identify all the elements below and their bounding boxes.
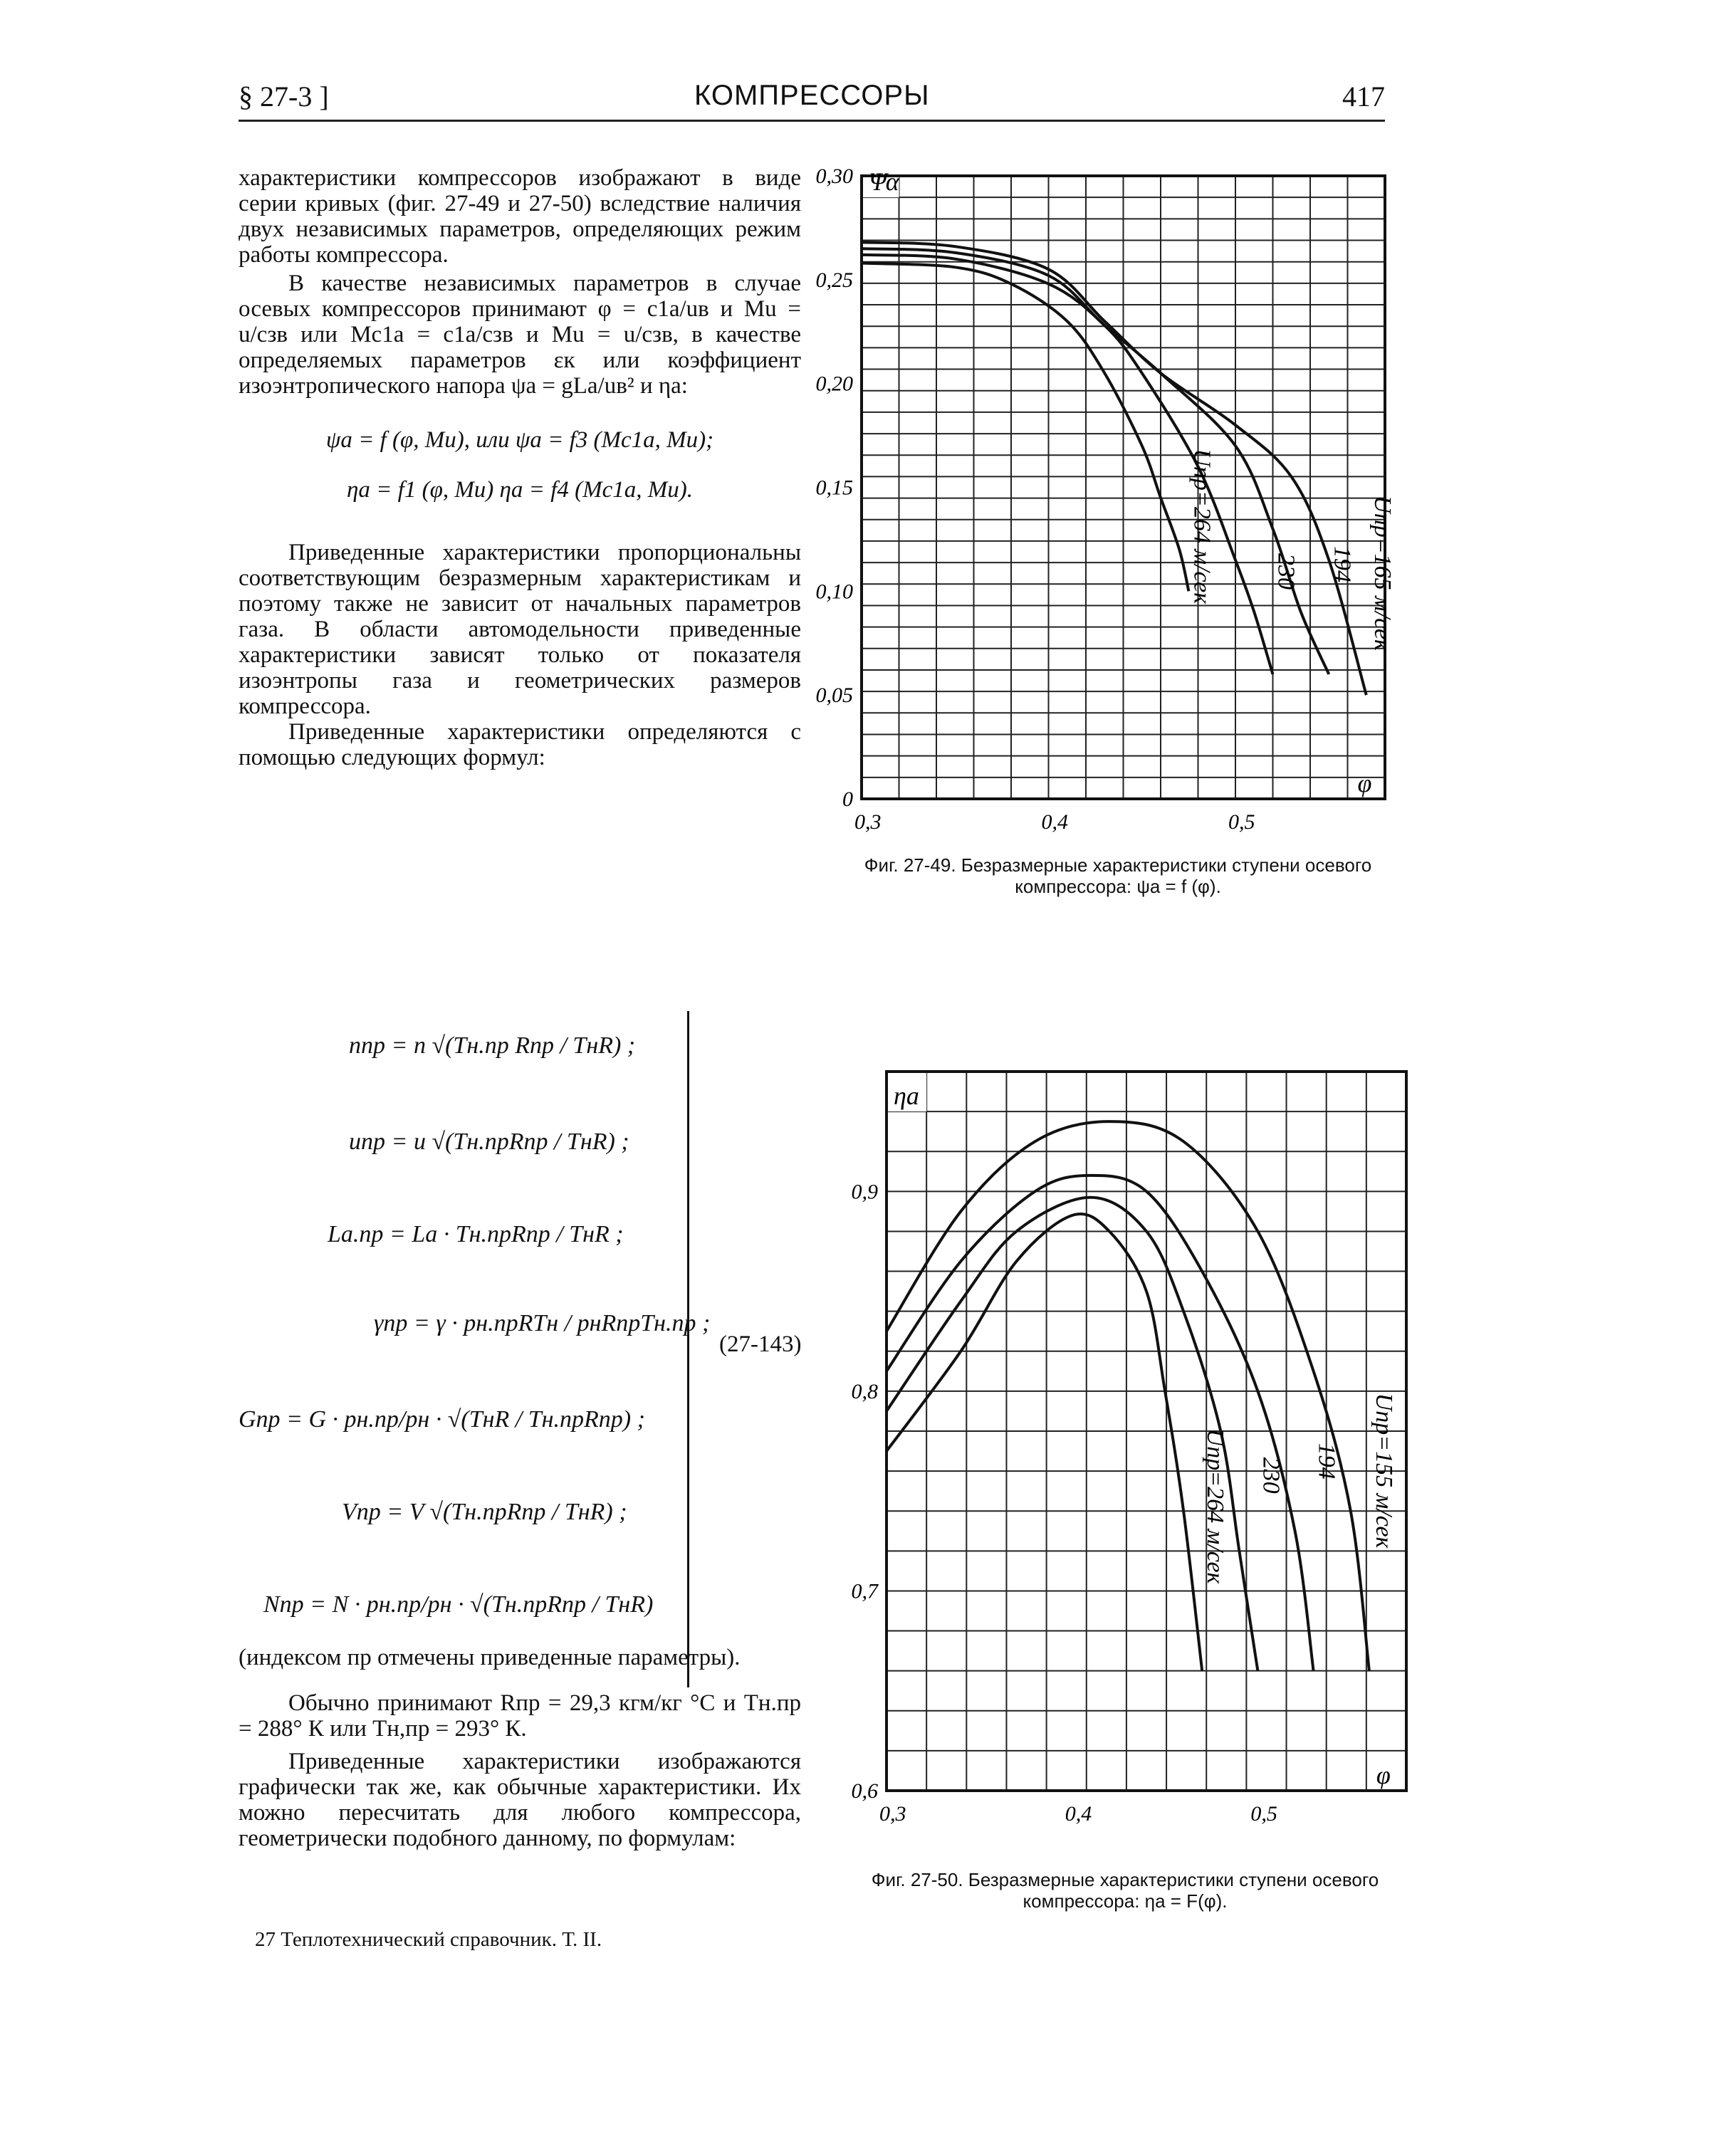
y-tick-label: 0 (842, 787, 853, 811)
paragraph-3: Приведенные характеристики пропорциональны соответствующим безразмерным характеристикам и поэтому также не зависит от начальных параметров газа. В области автомодельности приведенные характеристики зависят только от показателя изоэнтропы газа и геометрических размеров компрессора. (239, 540, 801, 719)
eq-g: Gпр = G · pн.пр/pн · √(TнR / Tн.прRпр) ; (239, 1406, 645, 1433)
curve-series-3 (887, 1214, 1202, 1671)
header-rule (239, 120, 1385, 122)
formula-eta: ηa = f1 (φ, Mu) ηa = f4 (Mc1a, Mu). (347, 477, 693, 503)
x-tick-label: 0,5 (1250, 1802, 1277, 1826)
eq-v: Vпр = V √(Tн.прRпр / TнR) ; (342, 1499, 627, 1525)
y-tick-label: 0,9 (851, 1180, 878, 1204)
x-tick-label: 0,3 (854, 810, 882, 834)
paragraph-6: Обычно принимают Rпр = 29,3 кгм/кг °С и Tн.пр = 288° К или Tн,пр = 293° К. (239, 1690, 801, 1742)
curve-label-0: Uпр=155 м/сек (1370, 1393, 1397, 1549)
x-tick-label: 0,3 (879, 1802, 906, 1826)
y-tick-label: 0,30 (815, 164, 853, 188)
page-footer: 27 Теплотехнический справочник. Т. II. (255, 1928, 602, 1951)
curve-series-0 (887, 1121, 1369, 1671)
page-header (239, 80, 1385, 122)
curve-series-1 (887, 1176, 1314, 1671)
figure-27-50-chart (826, 1057, 1424, 1876)
curve-label-0: Uпр=165 м/сек (1369, 496, 1396, 651)
y-axis-label: Ψα (869, 167, 899, 197)
eq-n-power: Nпр = N · pн.пр/pн · √(Tн.прRпр / TнR) (263, 1591, 654, 1618)
section-number: § 27-3 ] (239, 80, 329, 112)
curve-label-1: 194 (1329, 546, 1356, 582)
figure-27-50-caption: Фиг. 27-50. Безразмерные характеристики ступени осевого компрессора: ηa = F(φ). (871, 1869, 1379, 1912)
y-tick-label: 0,20 (815, 372, 853, 396)
x-tick-label: 0,4 (1041, 810, 1068, 834)
y-tick-label: 0,8 (851, 1379, 878, 1403)
curve-label-3: Uпр=264 м/сек (1202, 1428, 1229, 1584)
paragraph-5: (индексом пр отмечены приведенные параметры). (239, 1645, 741, 1670)
left-column-bottom (239, 1645, 801, 1851)
y-tick-label: 0,10 (815, 580, 853, 604)
y-tick-label: 0,05 (815, 684, 853, 708)
x-tick-label: 0,4 (1065, 1802, 1092, 1826)
paragraph-7: Приведенные характеристики изображаются графически так же, как обычные характеристики. Их можно пересчитать для любого компрессора, геометрически подобного данному, по формулам: (239, 1749, 801, 1851)
paragraph-4: Приведенные характеристики определяются с помощью следующих формул: (239, 719, 801, 770)
curve-series-2 (887, 1198, 1257, 1671)
curve-label-1: 194 (1313, 1443, 1340, 1480)
x-tick-label: 0,5 (1228, 810, 1255, 834)
y-tick-label: 0,6 (851, 1779, 878, 1803)
curve-label-2: 230 (1257, 1457, 1285, 1494)
y-axis-label: ηa (894, 1082, 919, 1111)
curve-series-3 (862, 263, 1188, 592)
y-tick-label: 0,25 (815, 268, 853, 292)
paragraph-1: характеристики компрессоров изображают в виде серии кривых (фиг. 27-49 и 27-50) вследствие наличия двух независимых параметров, определяющих режим работы компрессора. (239, 165, 801, 268)
y-tick-label: 0,7 (851, 1579, 878, 1603)
y-tick-label: 0,15 (815, 476, 853, 500)
eq-l: La.пр = La · Tн.прRпр / TнR ; (328, 1221, 624, 1247)
curve-label-3: Uпр=264 м/сек (1188, 449, 1215, 604)
eq-u: uпр = u √(Tн.прRпр / TнR) ; (349, 1129, 629, 1155)
equation-brace (673, 1011, 689, 1687)
x-axis-label: φ (1376, 1761, 1391, 1789)
formula-psi: ψa = f (φ, Mu), или ψa = f3 (Mc1a, Mu); (325, 427, 714, 453)
x-axis-label: φ (1357, 769, 1372, 797)
eq-gamma: γпр = γ · pн.прRTн / pнRпрTн.пр ; (374, 1310, 711, 1336)
equation-number: (27-143) (719, 1331, 802, 1357)
left-column-top (239, 165, 801, 770)
figure-27-49-chart (812, 160, 1417, 844)
eq-n: nпр = n √(Tн.пр Rпр / TнR) ; (349, 1032, 636, 1059)
page-number: 417 (1342, 80, 1385, 112)
running-title: КОМПРЕССОРЫ (694, 80, 930, 111)
paragraph-2: В качестве независимых параметров в случае осевых компрессоров принимают φ = c1a/uв и Mu = u/cзв или Mc1a = c1a/cзв и Mu = u/cзв, в качестве определяемых параметров εк или коэффициент изоэнтропического напора ψa = gLa/uв² и ηa: (239, 271, 801, 399)
curve-label-2: 230 (1272, 553, 1300, 590)
figure-27-49-caption: Фиг. 27-49. Безразмерные характеристики ступени осевого компрессора: ψa = f (φ). (864, 854, 1372, 897)
